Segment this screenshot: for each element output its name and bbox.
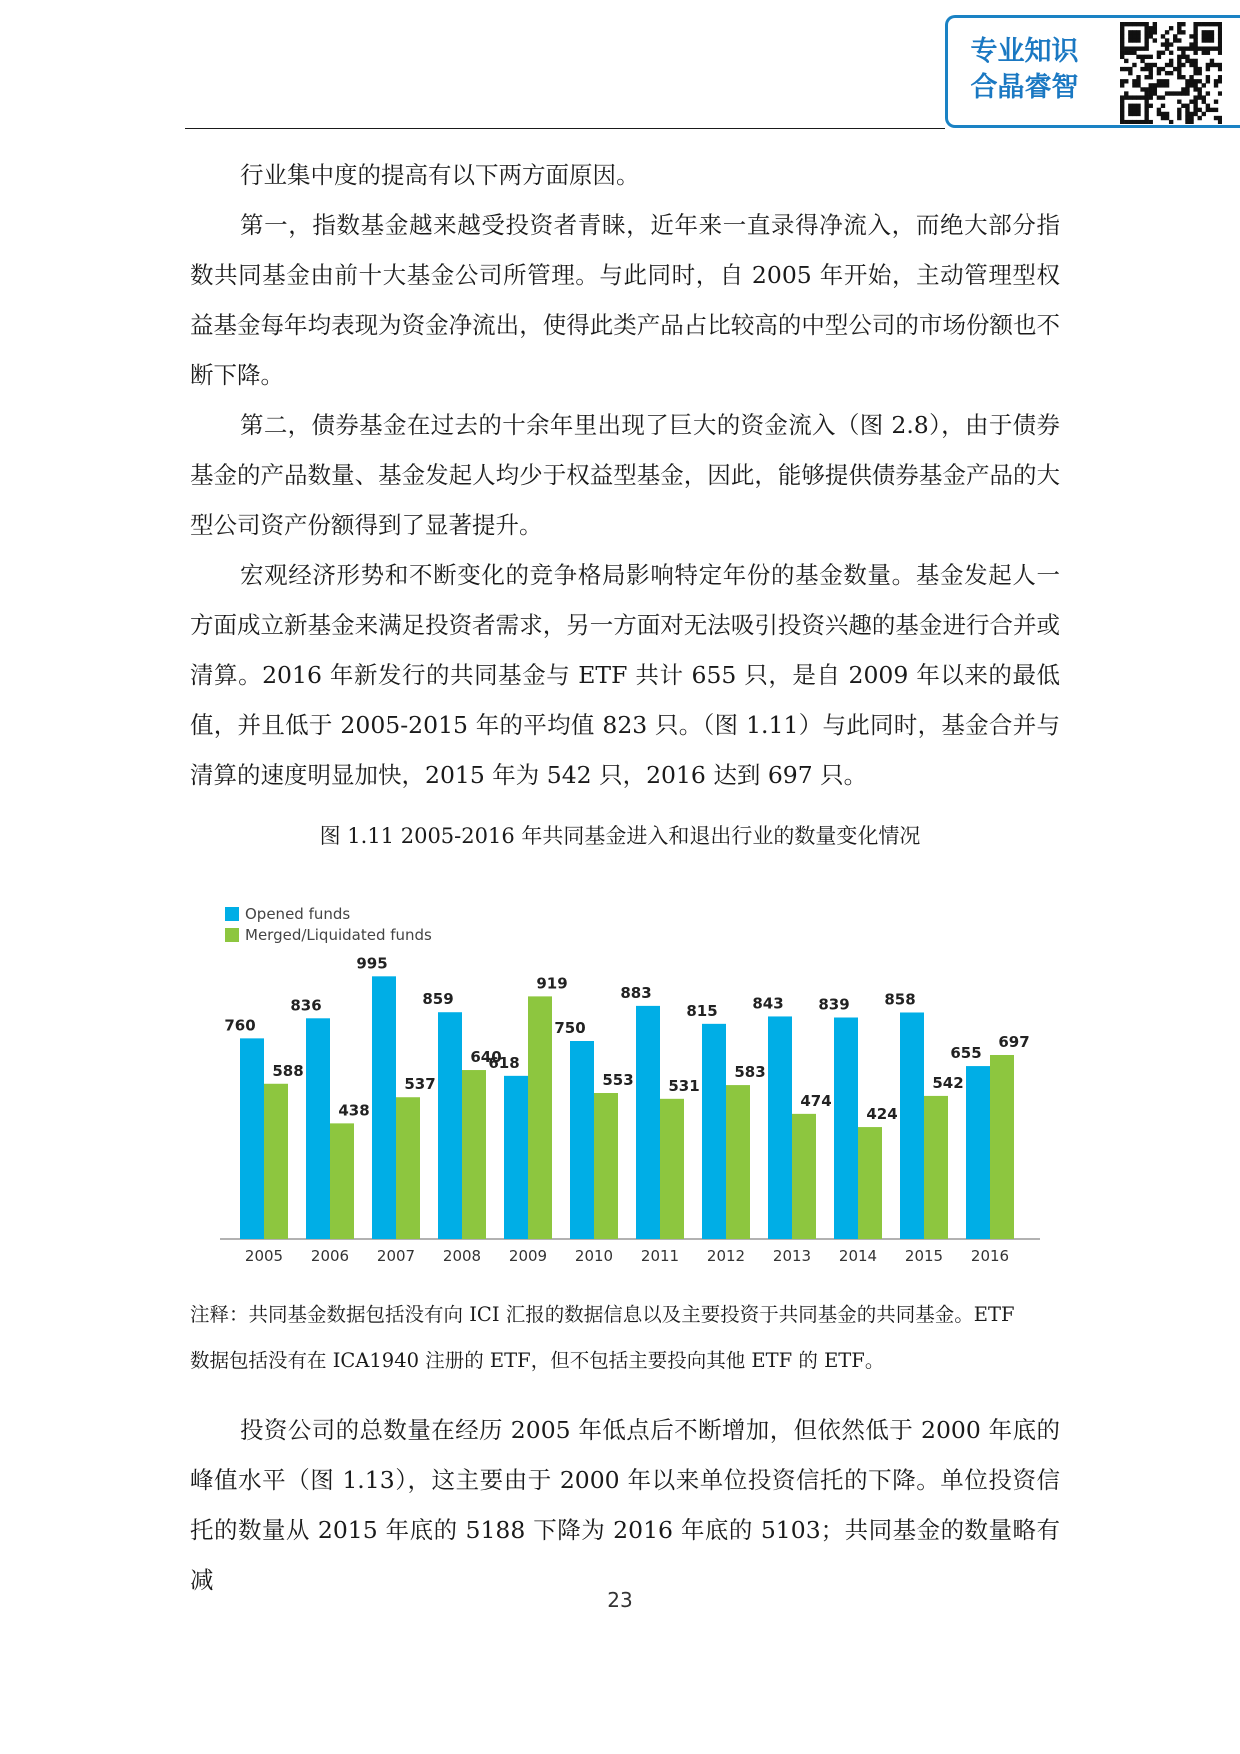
opened-funds-bar <box>966 1066 990 1239</box>
data-label: 750 <box>554 1019 586 1037</box>
data-label: 859 <box>422 990 454 1009</box>
header-rule <box>185 128 945 129</box>
qr-code-icon <box>1120 22 1222 124</box>
merged-funds-bar <box>462 1070 486 1239</box>
data-label: 537 <box>404 1075 436 1094</box>
opened-funds-bar <box>504 1076 528 1239</box>
x-tick-label: 2005 <box>244 1247 284 1265</box>
data-label: 858 <box>884 990 916 1009</box>
merged-funds-bar <box>792 1114 816 1239</box>
brand-line-2: 合晶睿智 <box>970 72 1079 103</box>
data-label: 919 <box>536 974 568 993</box>
opened-funds-bar <box>636 1006 660 1239</box>
data-label: 618 <box>488 1053 520 1072</box>
x-tick-label: 2013 <box>772 1247 812 1265</box>
opened-funds-bar <box>702 1024 726 1239</box>
x-tick-label: 2012 <box>706 1247 746 1265</box>
brand-slogan <box>967 34 1082 106</box>
data-label: 843 <box>752 994 784 1013</box>
opened-funds-bar <box>372 976 396 1239</box>
merged-funds-bar <box>264 1084 288 1239</box>
data-label: 553 <box>602 1071 634 1090</box>
data-label: 474 <box>800 1091 832 1110</box>
bar-chart <box>185 895 1045 1270</box>
data-label: 640 <box>470 1048 502 1067</box>
paragraph: 行业集中度的提高有以下两方面原因。 <box>240 161 640 189</box>
brand-line-1: 专业知识 <box>970 36 1079 67</box>
data-label: 588 <box>272 1061 304 1080</box>
x-tick-label: 2015 <box>904 1247 944 1265</box>
data-label: 655 <box>950 1044 982 1063</box>
paragraph: 投资公司的总数量在经历 2005 年低点后不断增加，但依然低于 2000 年底的峰值水平（图 1.13），这主要由于 2000 年以来单位投资信托的下降。单位投资信托的数量从 2015 年底的 5188 下降为 2016 年底的 5103；共同基金的数量略有减 <box>190 1416 1060 1594</box>
merged-funds-bar <box>924 1096 948 1239</box>
merged-funds-bar <box>990 1055 1014 1239</box>
data-label: 760 <box>224 1016 256 1035</box>
data-label: 836 <box>290 996 322 1015</box>
page-number: 23 <box>607 1588 633 1612</box>
body-text-bottom <box>190 1405 1060 1605</box>
paragraph: 宏观经济形势和不断变化的竞争格局影响特定年份的基金数量。基金发起人一方面成立新基金来满足投资者需求，另一方面对无法吸引投资兴趣的基金进行合并或清算。2016 年新发行的共同基金与 ETF 共计 655 只，是自 2009 年以来的最低值，并且低于 2005-2015 年的平均值 823 只。（图 1.11）与此同时，基金合并与清算的速度明显加快，2015 年为 542 只，2016 达到 697 只。 <box>190 561 1060 789</box>
legend-label: Merged/Liquidated funds <box>245 926 432 944</box>
note-line: 注释：共同基金数据包括没有向 ICI 汇报的数据信息以及主要投资于共同基金的共同基金。ETF <box>190 1303 1015 1326</box>
figure-note <box>190 1292 1060 1384</box>
data-label: 815 <box>686 1001 718 1020</box>
merged-funds-bar <box>858 1127 882 1239</box>
note-line: 数据包括没有在 ICA1940 注册的 ETF，但不包括主要投向其他 ETF 的 ETF。 <box>190 1349 885 1372</box>
x-tick-label: 2014 <box>838 1247 878 1265</box>
opened-funds-bar <box>240 1038 264 1239</box>
opened-funds-bar <box>834 1018 858 1239</box>
data-label: 883 <box>620 983 652 1002</box>
figure-title: 图 1.11 2005-2016 年共同基金进入和退出行业的数量变化情况 <box>319 824 921 848</box>
data-label: 839 <box>818 995 850 1014</box>
x-tick-label: 2009 <box>508 1247 548 1265</box>
opened-funds-bar <box>570 1041 594 1239</box>
x-tick-label: 2010 <box>574 1247 614 1265</box>
data-label: 542 <box>932 1073 964 1092</box>
opened-funds-bar <box>900 1012 924 1239</box>
merged-funds-bar <box>660 1099 684 1239</box>
opened-funds-bar <box>306 1018 330 1239</box>
opened-funds-bar <box>438 1012 462 1239</box>
data-label: 697 <box>998 1032 1030 1051</box>
body-text-top <box>190 150 1060 800</box>
data-label: 531 <box>668 1076 700 1095</box>
merged-funds-bar <box>330 1123 354 1239</box>
opened-funds-bar <box>768 1016 792 1239</box>
legend-swatch <box>225 907 239 921</box>
merged-funds-bar <box>396 1097 420 1239</box>
data-label: 424 <box>866 1105 898 1124</box>
legend-label: Opened funds <box>245 905 351 923</box>
merged-funds-bar <box>528 996 552 1239</box>
merged-funds-bar <box>594 1093 618 1239</box>
x-tick-label: 2016 <box>970 1247 1010 1265</box>
x-tick-label: 2006 <box>310 1247 350 1265</box>
data-label: 583 <box>734 1063 766 1082</box>
x-tick-label: 2008 <box>442 1247 482 1265</box>
x-tick-label: 2011 <box>640 1247 680 1265</box>
paragraph: 第一，指数基金越来越受投资者青睐，近年来一直录得净流入，而绝大部分指数共同基金由前十大基金公司所管理。与此同时，自 2005 年开始，主动管理型权益基金每年均表现为资金净流出，使得此类产品占比较高的中型公司的市场份额也不断下降。 <box>190 211 1060 389</box>
x-tick-label: 2007 <box>376 1247 416 1265</box>
merged-funds-bar <box>726 1085 750 1239</box>
data-label: 995 <box>356 954 388 973</box>
data-label: 438 <box>338 1101 370 1120</box>
paragraph: 第二，债券基金在过去的十余年里出现了巨大的资金流入（图 2.8），由于债券基金的产品数量、基金发起人均少于权益型基金，因此，能够提供债券基金产品的大型公司资产份额得到了显著提升。 <box>190 411 1060 539</box>
legend-swatch <box>225 928 239 942</box>
